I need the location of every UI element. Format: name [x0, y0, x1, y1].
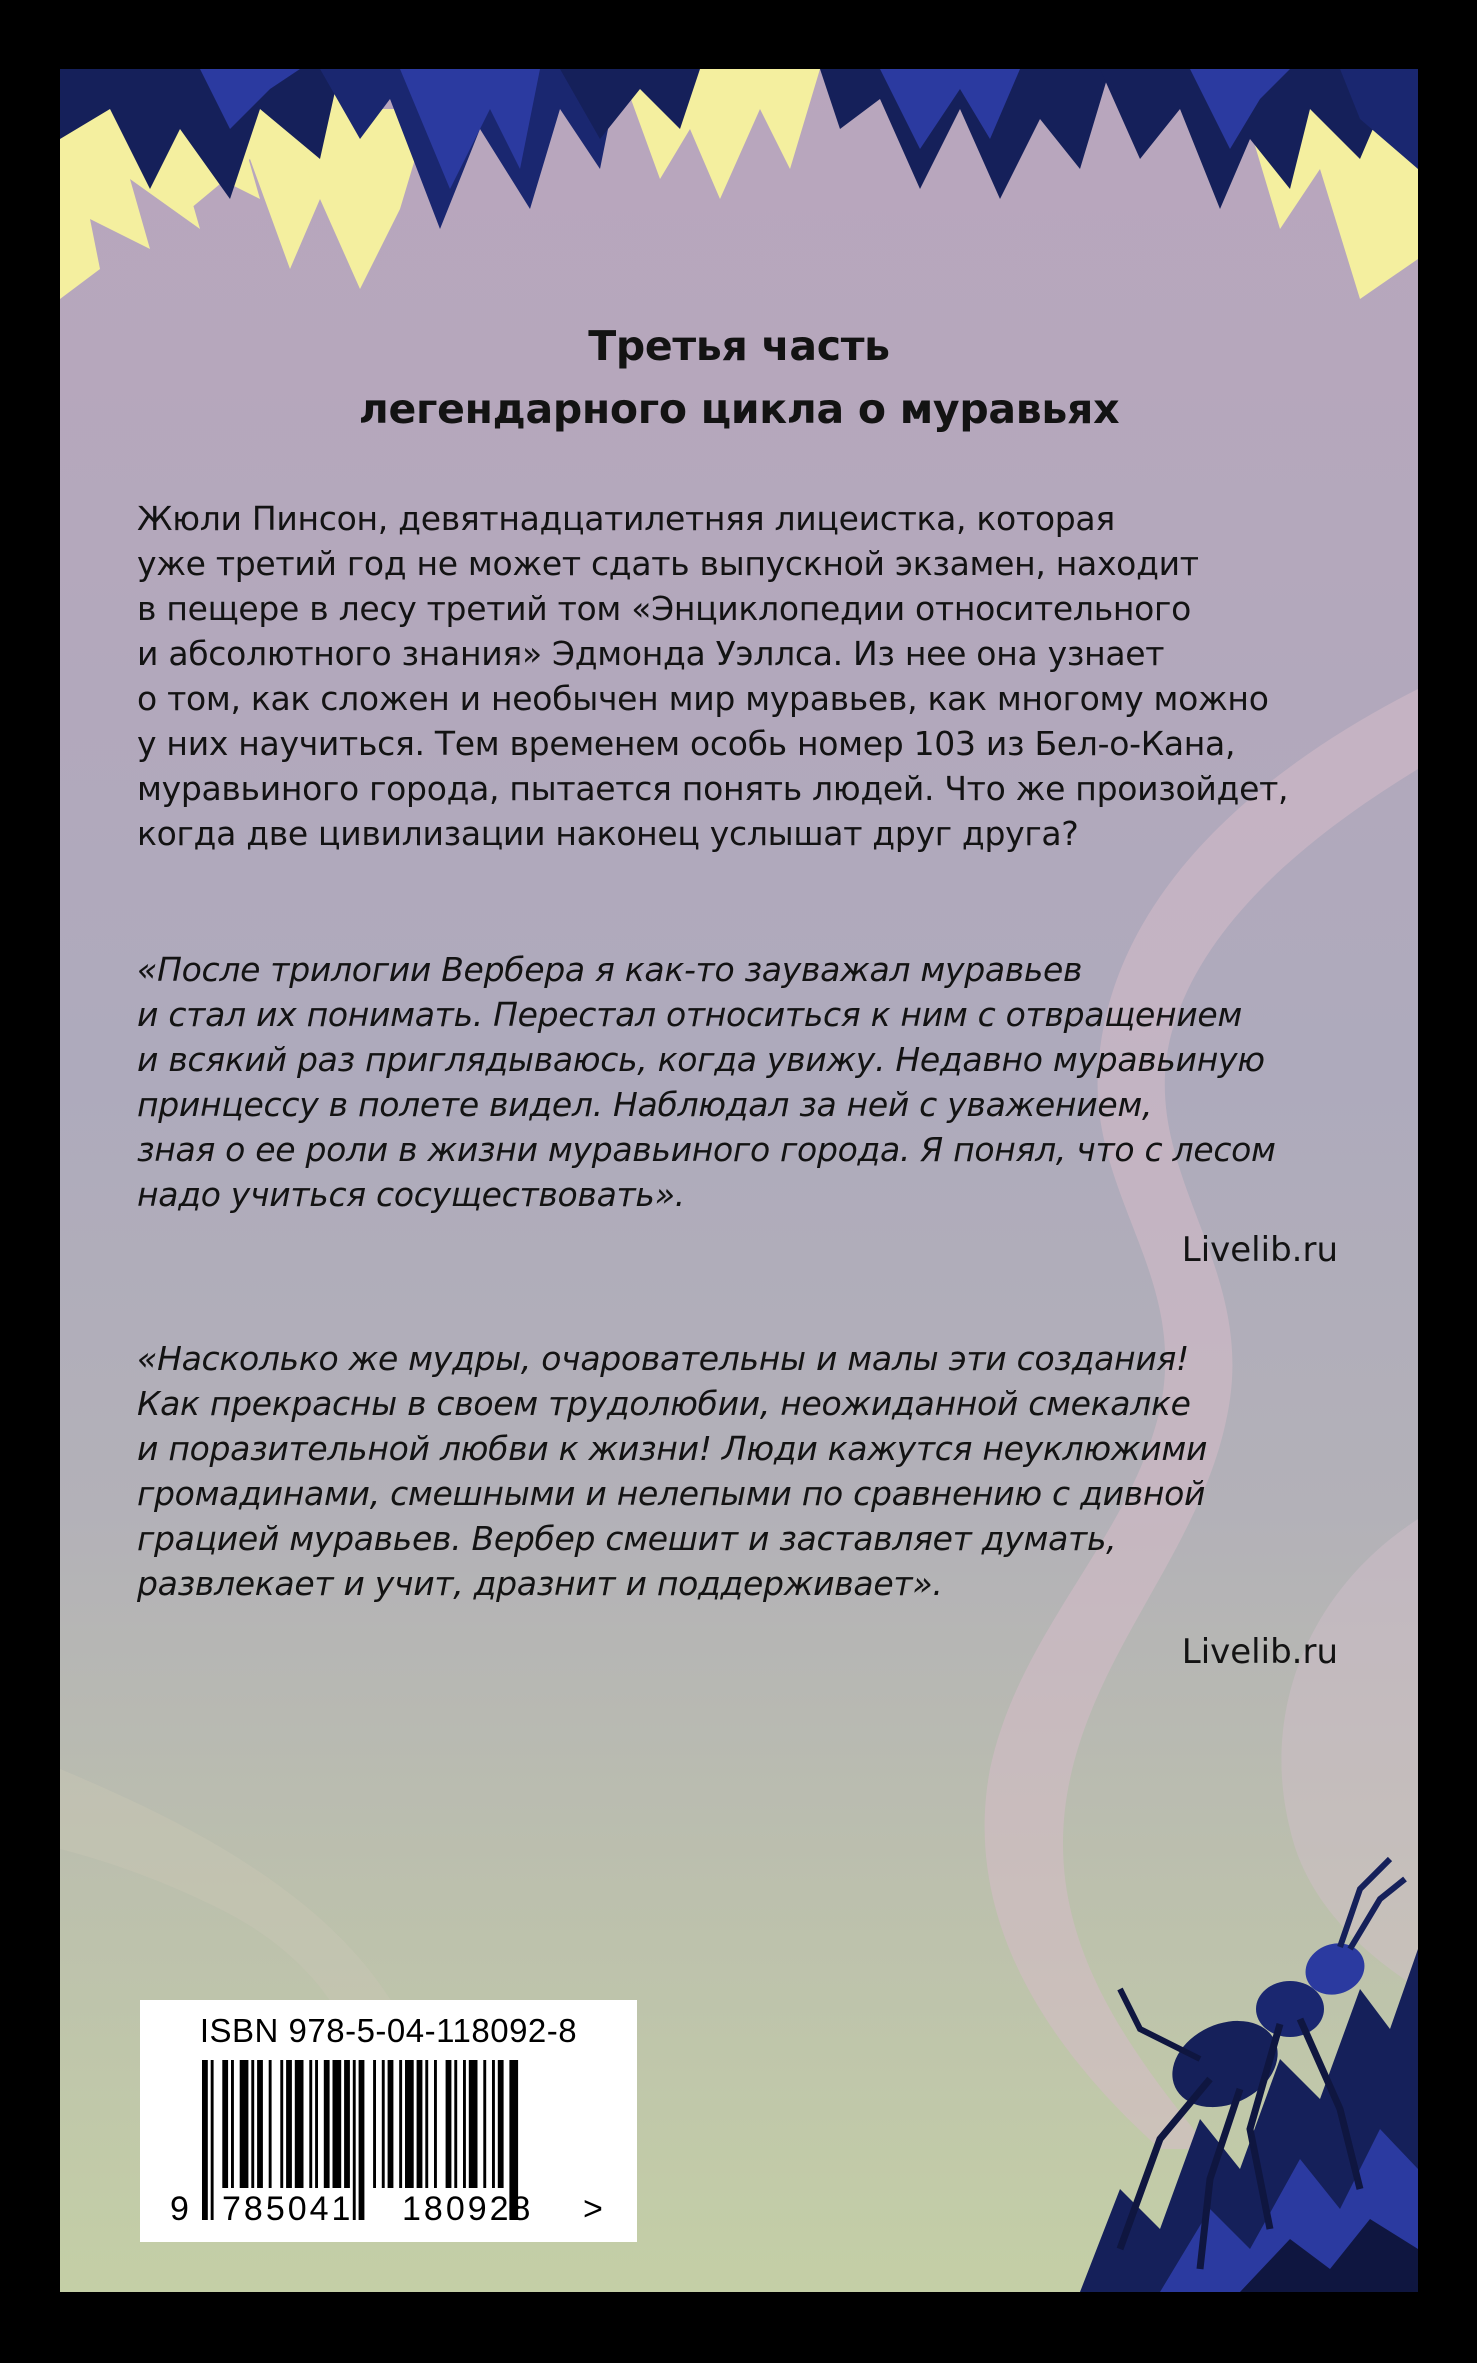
barcode-bar — [231, 2060, 234, 2188]
review-line: принцессу в полете видел. Наблюдал за ней с уважением, — [137, 1085, 1153, 1124]
barcode-digits-left: 785041 — [222, 2190, 354, 2228]
review-source-2: Livelib.ru — [1181, 1632, 1338, 1672]
barcode-bar — [309, 2060, 312, 2188]
barcode-bar — [425, 2060, 428, 2188]
review-quote-1 — [137, 947, 1387, 1217]
barcode-bar — [373, 2060, 376, 2188]
barcode-bar — [280, 2060, 283, 2188]
barcode-bar — [251, 2060, 254, 2188]
isbn-label: ISBN 978-5-04-118092-8 — [199, 2012, 578, 2049]
barcode-bar — [257, 2060, 263, 2188]
barcode-bar — [469, 2060, 478, 2188]
barcode-bar — [417, 2060, 423, 2188]
barcode-bar — [446, 2060, 452, 2188]
barcode-bar — [324, 2060, 330, 2188]
review-line: «Насколько же мудры, очаровательны и малы эти создания! — [137, 1339, 1189, 1378]
heading-line: Третья часть — [588, 322, 890, 370]
crystal-top-decoration — [60, 69, 1418, 299]
barcode-bar — [492, 2060, 495, 2188]
review-line: Как прекрасны в своем трудолюбии, неожиданной смекалке — [137, 1384, 1191, 1423]
review-line: и всякий раз приглядываюсь, когда увижу. Недавно муравьиную — [137, 1040, 1265, 1079]
barcode-bar — [388, 2060, 394, 2188]
review-source-1: Livelib.ru — [1181, 1230, 1338, 1270]
barcode-bar — [315, 2060, 318, 2188]
barcode-bar — [483, 2060, 486, 2188]
review-line: и стал их понимать. Перестал относиться к ним с отвращением — [137, 995, 1242, 1034]
barcode-bar — [211, 2060, 214, 2220]
description-line: когда две цивилизации наконец услышат друг друга? — [137, 814, 1079, 853]
book-description — [137, 496, 1387, 856]
barcode-bar — [405, 2060, 414, 2188]
barcode-bar — [463, 2060, 466, 2188]
barcode-bar — [202, 2060, 208, 2220]
barcode-bar — [240, 2060, 249, 2188]
barcode-bar — [498, 2060, 504, 2188]
review-line: и поразительной любви к жизни! Люди кажутся неуклюжими — [137, 1429, 1208, 1468]
barcode-bar — [222, 2060, 228, 2188]
barcode-bar — [344, 2060, 350, 2188]
review-line: «После трилогии Вербера я как-то зауважал муравьев — [137, 950, 1083, 989]
barcode-bar — [269, 2060, 272, 2188]
description-line: в пещере в лесу третий том «Энциклопедии относительного — [137, 589, 1191, 628]
barcode-bar — [454, 2060, 457, 2188]
description-line: у них научиться. Тем временем особь номер 103 из Бел-о-Кана, — [137, 724, 1236, 763]
barcode-digit-lead: 9 — [170, 2190, 189, 2228]
review-line: развлекает и учит, дразнит и поддерживает». — [137, 1564, 943, 1603]
barcode-bar — [359, 2060, 365, 2220]
barcode-bar — [382, 2060, 385, 2188]
description-line: о том, как сложен и необычен мир муравьев, как многому можно — [137, 679, 1269, 718]
description-line: муравьиного города, пытается понять людей. Что же произойдет, — [137, 769, 1289, 808]
isbn-barcode — [140, 2000, 637, 2242]
barcode-bar — [295, 2060, 304, 2188]
description-line: Жюли Пинсон, девятнадцатилетняя лицеистка, которая — [137, 499, 1115, 538]
cover-heading — [60, 315, 1418, 441]
description-line: уже третий год не может сдать выпускной экзамен, находит — [137, 544, 1199, 583]
review-line: надо учиться сосуществовать». — [137, 1175, 685, 1214]
book-back-cover — [60, 69, 1418, 2292]
heading-line: легендарного цикла о муравьях — [358, 385, 1120, 433]
review-line: громадинами, смешными и нелепыми по сравнению с дивной — [137, 1474, 1206, 1513]
barcode-digit-end: > — [583, 2190, 603, 2228]
barcode-bar — [399, 2060, 402, 2188]
barcode-bar — [286, 2060, 292, 2188]
barcode-digits-right: 180928 — [402, 2190, 534, 2228]
description-line: и абсолютного знания» Эдмонда Уэллса. Из нее она узнает — [137, 634, 1165, 673]
barcode-bar — [434, 2060, 437, 2188]
barcode-bar — [333, 2060, 342, 2188]
review-quote-2 — [137, 1336, 1387, 1606]
barcode-bars — [140, 2000, 637, 2242]
review-line: зная о ее роли в жизни муравьиного города. Я понял, что с лесом — [137, 1130, 1276, 1169]
review-line: грацией муравьев. Вербер смешит и заставляет думать, — [137, 1519, 1117, 1558]
